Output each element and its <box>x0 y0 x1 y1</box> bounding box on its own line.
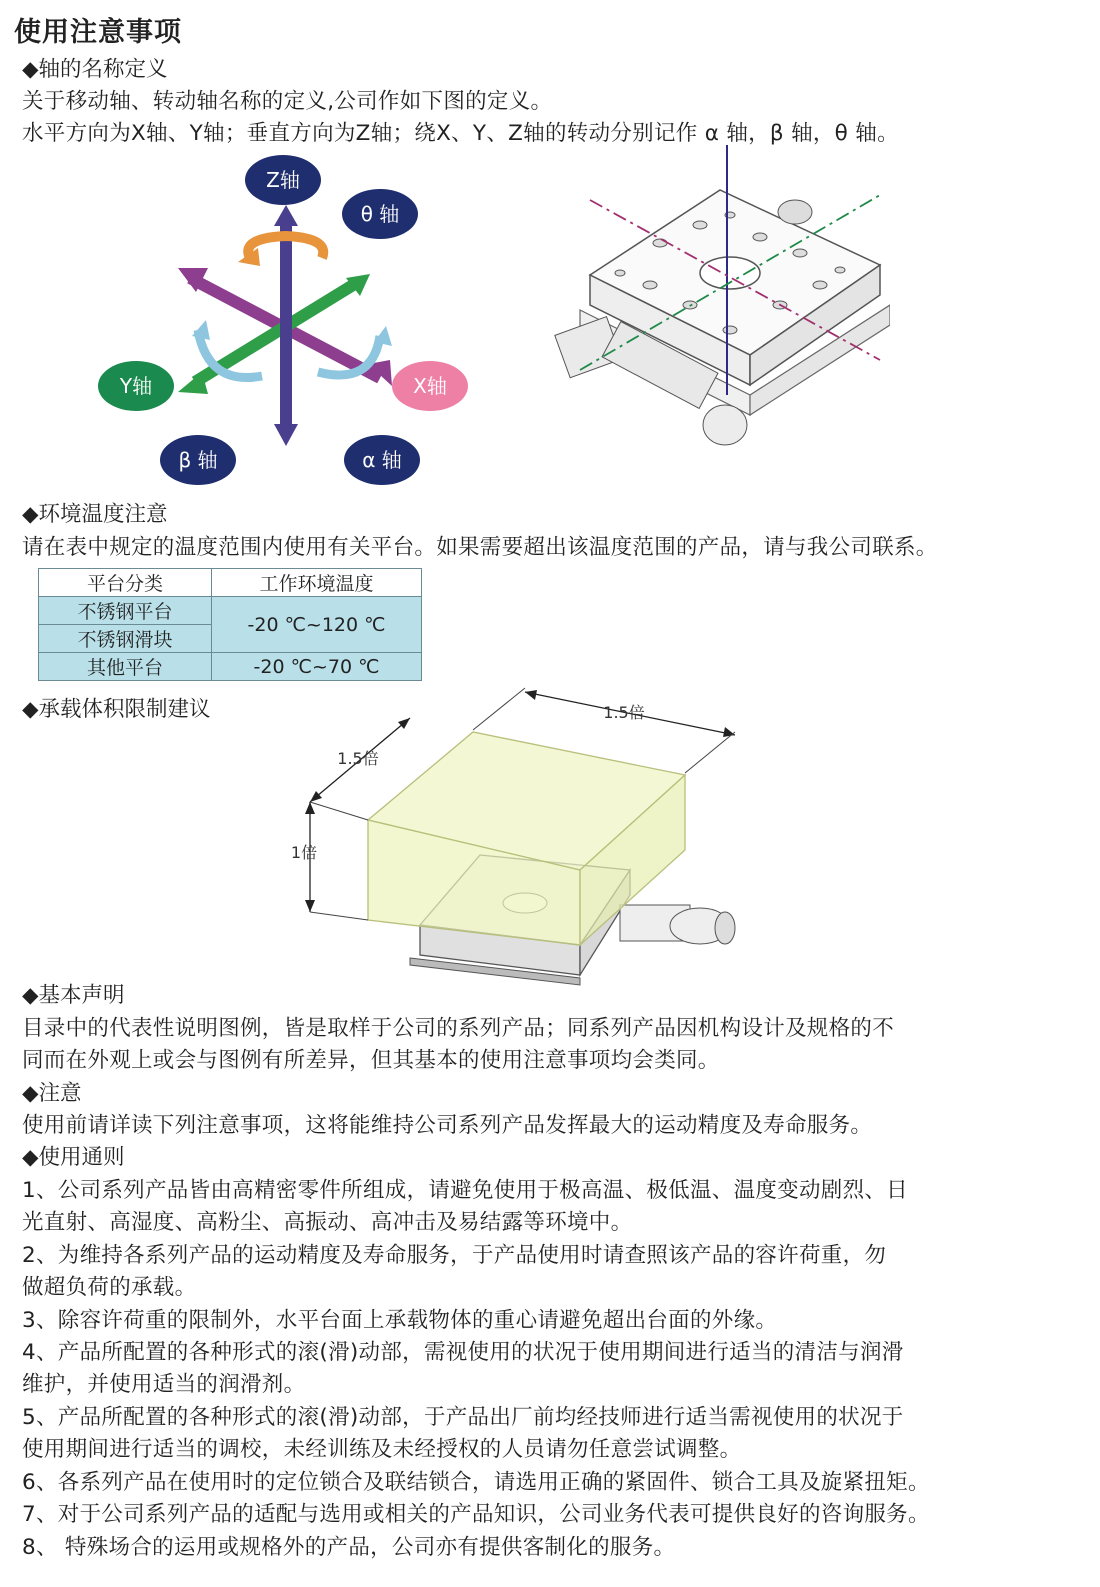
table-cell-type: 其他平台 <box>39 653 212 681</box>
table-cell-temp: -20 ℃~120 ℃ <box>212 597 422 653</box>
alpha-axis-label: α 轴 <box>362 448 402 472</box>
temperature-text: 请在表中规定的温度范围内使用有关平台。如果需要超出该温度范围的产品，请与我公司联系。 <box>22 535 938 560</box>
rule-line: 8、 特殊场合的运用或规格外的产品，公司亦有提供客制化的服务。 <box>22 1535 676 1560</box>
notice-heading: ◆注意 <box>22 1081 82 1106</box>
rule-line: 2、为维持各系列产品的运动精度及寿命服务，于产品使用时请查照该产品的容许荷重，勿 <box>22 1243 887 1268</box>
notice-text: 使用前请详读下列注意事项，这将能维持公司系列产品发挥最大的运动精度及寿命服务。 <box>22 1113 873 1138</box>
rule-line: 4、产品所配置的各种形式的滚(滑)动部，需视使用的状况于使用期间进行适当的清洁与润滑 <box>22 1340 904 1365</box>
axis-heading: ◆轴的名称定义 <box>22 57 168 82</box>
page-title: 使用注意事项 <box>14 17 182 48</box>
statement-line-1: 目录中的代表性说明图例，皆是取样于公司的系列产品；同系列产品因机构设计及规格的不 <box>22 1016 895 1041</box>
statement-line-2: 同而在外观上或会与图例有所差异，但其基本的使用注意事项均会类同。 <box>22 1048 720 1073</box>
axis-text-2: 水平方向为X轴、Y轴；垂直方向为Z轴；绕X、Y、Z轴的转动分别记作 α 轴，β 轴，θ 轴。 <box>22 121 899 146</box>
axis-definition-diagram <box>90 150 480 490</box>
stage-illustration <box>550 145 890 460</box>
z-axis-label: Z轴 <box>266 168 300 192</box>
statement-heading: ◆基本声明 <box>22 983 125 1008</box>
rule-line: 光直射、高湿度、高粉尘、高振动、高冲击及易结露等环境中。 <box>22 1210 633 1235</box>
rule-line: 1、公司系列产品皆由高精密零件所组成，请避免使用于极高温、极低温、温度变动剧烈、日 <box>22 1178 908 1203</box>
table-cell-type: 不锈钢平台 <box>39 597 212 625</box>
temperature-heading: ◆环境温度注意 <box>22 502 168 527</box>
load-volume-diagram <box>280 680 750 990</box>
dim-depth-label: 1.5倍 <box>337 749 379 768</box>
rule-line: 做超负荷的承载。 <box>22 1275 197 1300</box>
rule-line: 3、除容许荷重的限制外，水平台面上承载物体的重心请避免超出台面的外缘。 <box>22 1308 778 1333</box>
dim-width-label: 1.5倍 <box>603 703 645 722</box>
rule-line: 维护，并使用适当的润滑剂。 <box>22 1372 306 1397</box>
rule-line: 使用期间进行适当的调校，未经训练及未经授权的人员请勿任意尝试调整。 <box>22 1437 742 1462</box>
table-cell-temp: -20 ℃~70 ℃ <box>212 653 422 681</box>
table-header-type: 平台分类 <box>39 569 212 597</box>
volume-heading: ◆承载体积限制建议 <box>22 697 211 722</box>
table-cell-type: 不锈钢滑块 <box>39 625 212 653</box>
rules-heading: ◆使用通则 <box>22 1145 125 1170</box>
axis-text-1: 关于移动轴、转动轴名称的定义,公司作如下图的定义。 <box>22 89 553 114</box>
rule-line: 6、各系列产品在使用时的定位锁合及联结锁合，请选用正确的紧固件、锁合工具及旋紧扭矩。 <box>22 1470 930 1495</box>
theta-axis-label: θ 轴 <box>360 202 400 226</box>
x-axis-label: X轴 <box>413 374 447 398</box>
rule-line: 5、产品所配置的各种形式的滚(滑)动部，于产品出厂前均经技师进行适当需视使用的状况于 <box>22 1405 904 1430</box>
table-header-temp: 工作环境温度 <box>212 569 422 597</box>
temperature-table <box>38 568 422 681</box>
dim-height-label: 1倍 <box>290 843 318 862</box>
y-axis-label: Y轴 <box>119 374 153 398</box>
beta-axis-label: β 轴 <box>178 448 218 472</box>
rule-line: 7、对于公司系列产品的适配与选用或相关的产品知识，公司业务代表可提供良好的咨询服务。 <box>22 1502 930 1527</box>
